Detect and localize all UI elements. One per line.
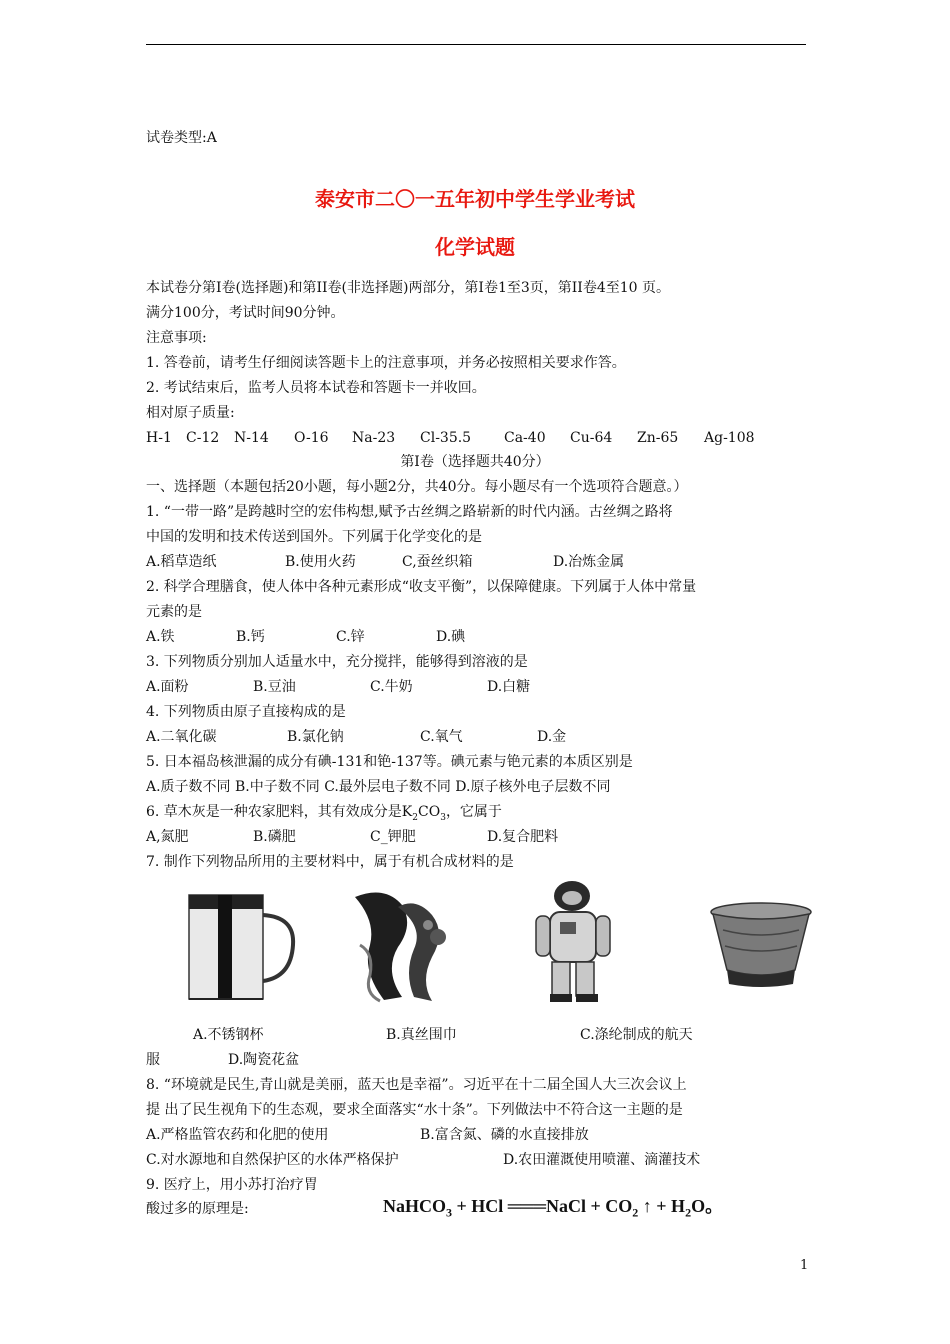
q2-option-d: D.碘: [436, 629, 466, 645]
intro-line: 满分100分，考试时间90分钟。: [146, 305, 345, 321]
question-5-stem: 5. 日本福岛核泄漏的成分有碘-131和铯-137等。碘元素与铯元素的本质区别是: [146, 754, 633, 770]
atomic-mass: Ca-40: [504, 430, 546, 446]
silk-scarf-image: [340, 885, 460, 1005]
q7-option-b: B.真丝围巾: [386, 1027, 457, 1043]
q4-option-b: B.氯化钠: [287, 729, 344, 745]
q4-option-c: C.氧气: [420, 729, 463, 745]
exam-title: 泰安市二〇一五年初中学生学业考试: [315, 187, 635, 211]
intro-line: 1. 答卷前，请考生仔细阅读答题卡上的注意事项，并务必按照相关要求作答。: [146, 355, 626, 371]
question-2-stem: 2. 科学合理膳食，使人体中各种元素形成“收支平衡”，以保障健康。下列属于人体中常量: [146, 579, 697, 595]
q1-option-b: B.使用火药: [285, 554, 356, 570]
q8-option-d: D.农田灌溉使用喷灌、滴灌技术: [503, 1152, 701, 1168]
q2-option-c: C.锌: [336, 629, 365, 645]
q8-option-c: C.对水源地和自然保护区的水体严格保护: [146, 1152, 399, 1168]
question-1-stem: 中国的发明和技术传送到国外。下列属于化学变化的是: [146, 529, 482, 545]
question-6-stem: 6. 草木灰是一种农家肥料，其有效成分是$K_2CO_3$，它属于: [146, 804, 502, 823]
subject-title: 化学试题: [435, 235, 515, 259]
q8-option-a: A.严格监管农药和化肥的使用: [146, 1127, 329, 1143]
q3-option-b: B.豆油: [253, 679, 296, 695]
section-heading: 第Ⅰ卷（选择题共40分）: [400, 454, 550, 470]
question-7-stem: 7. 制作下列物品所用的主要材料中，属于有机合成材料的是: [146, 854, 514, 870]
intro-line: 相对原子质量:: [146, 405, 235, 421]
question-4-stem: 4. 下列物质由原子直接构成的是: [146, 704, 346, 720]
header-rule: [146, 44, 806, 45]
question-5-options: A.质子数不同 B.中子数不同 C.最外层电子数不同 D.原子核外电子层数不同: [146, 779, 611, 795]
paper-type: 试卷类型:A: [146, 130, 217, 146]
ceramic-flowerpot-image: [705, 900, 817, 990]
q1-option-d: D.冶炼金属: [553, 554, 625, 570]
atomic-mass: Cu-64: [570, 430, 613, 446]
atomic-mass: H-1: [146, 430, 172, 446]
q6-option-c: C_钾肥: [370, 829, 416, 845]
polyester-spacesuit-image: [520, 878, 630, 1008]
q8-option-b: B.富含氮、磷的水直接排放: [420, 1127, 589, 1143]
q3-option-a: A.面粉: [146, 679, 189, 695]
q2-option-a: A.铁: [146, 629, 175, 645]
q6-option-b: B.磷肥: [253, 829, 296, 845]
atomic-mass: N-14: [234, 430, 269, 446]
q1-option-a: A.稻草造纸: [146, 554, 217, 570]
question-3-stem: 3. 下列物质分别加人适量水中，充分搅拌，能够得到溶液的是: [146, 654, 528, 670]
question-9-stem: 酸过多的原理是:: [146, 1201, 249, 1217]
q7-option-a: A.不锈钢杯: [193, 1027, 264, 1043]
q2-option-b: B.钙: [236, 629, 265, 645]
intro-line: 注意事项:: [146, 330, 207, 346]
q6-option-d: D.复合肥料: [487, 829, 559, 845]
page-number: 1: [800, 1258, 809, 1273]
section-instruction: 一、选择题（本题包括20小题，每小题2分，共40分。每小题尽有一个选项符合题意。）: [146, 479, 688, 495]
stainless-steel-cup-image: [183, 885, 301, 1005]
q4-option-a: A.二氧化碳: [146, 729, 217, 745]
atomic-mass: Zn-65: [637, 430, 679, 446]
question-9-stem: 9. 医疗上，用小苏打治疗胃: [146, 1177, 318, 1193]
question-1-stem: 1. “一带一路”是跨越时空的宏伟构想,赋予古丝绸之路崭新的时代内涵。古丝绸之路将: [146, 504, 673, 520]
q7-option-d: D.陶瓷花盆: [228, 1052, 300, 1068]
q3-option-d: D.白糖: [487, 679, 531, 695]
atomic-mass: Cl-35.5: [420, 430, 472, 446]
q4-option-d: D.金: [537, 729, 567, 745]
q7-option-c-wrap: 服: [146, 1052, 160, 1068]
question-2-stem: 元素的是: [146, 604, 202, 620]
atomic-mass: O-16: [294, 430, 329, 446]
atomic-mass: Ag-108: [704, 430, 755, 446]
intro-line: 2. 考试结束后，监考人员将本试卷和答题卡一并收回。: [146, 380, 486, 396]
question-8-stem: 8. “环境就是民生,青山就是美丽，蓝天也是幸福”。习近平在十二届全国人大三次会议上: [146, 1077, 687, 1093]
q6-option-a: A,氮肥: [146, 829, 189, 845]
q3-option-c: C.牛奶: [370, 679, 413, 695]
atomic-mass: Na-23: [352, 430, 396, 446]
q1-option-c: C,蚕丝织箱: [402, 554, 473, 570]
question-8-stem: 提 出了民生视角下的生态观，要求全面落实“水十条”。下列做法中不符合这一主题的是: [146, 1102, 683, 1118]
q7-option-c: C.涤纶制成的航天: [580, 1027, 693, 1043]
atomic-mass: C-12: [186, 430, 220, 446]
intro-line: 本试卷分第Ⅰ卷(选择题)和第II卷(非选择题)两部分，第Ⅰ卷1至3页，第II卷4至10 页。: [146, 280, 671, 296]
reaction-equation: NaHCO$_3$ + HCl ═══NaCl + $CO_2$ ↑ + $H_2O$。: [383, 1196, 724, 1220]
